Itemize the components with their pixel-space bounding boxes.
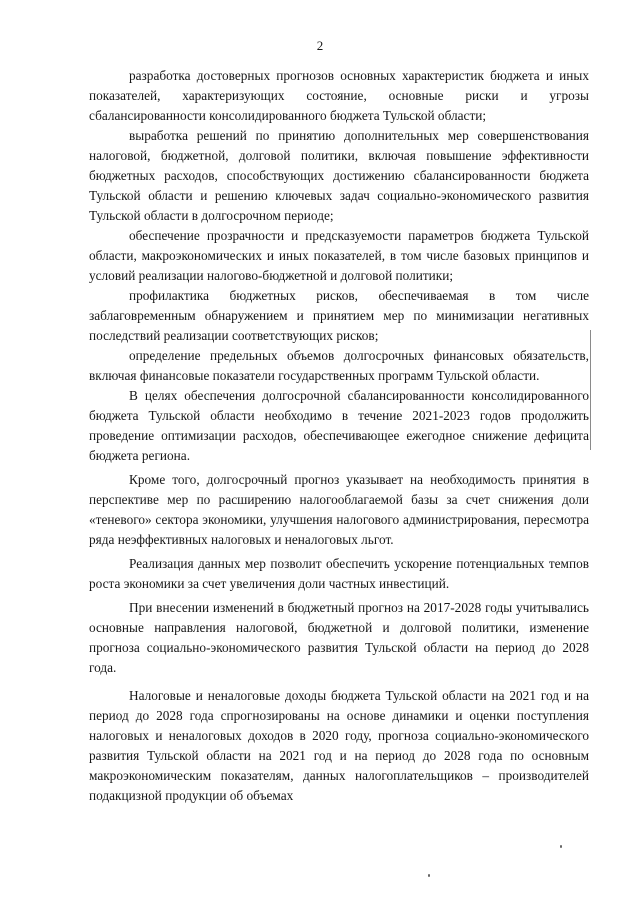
paragraph-obligations-limits: определение предельных объемов долгосрочных финансовых обязательств, включая финансовые показатели государственных программ Тульской области. bbox=[89, 348, 589, 383]
page-number: 2 bbox=[316, 38, 324, 53]
document-body bbox=[89, 66, 589, 806]
paragraph-policy-decisions: выработка решений по принятию дополнительных мер совершенствования налоговой, бюджетной, долговой политики, включая повышение эффективности бюджетных расходов, способствующих достижению сбалансированности бюджета Тульской области и решению ключевых задач социально-экономического развития Тульской области в долгосрочном периоде; bbox=[89, 128, 589, 223]
paragraph-risk-prevention: профилактика бюджетных рисков, обеспечиваемая в том числе заблаговременным обнаружением и принятием мер по минимизации негативных последствий реализации соответствующих рисков; bbox=[89, 288, 589, 343]
scan-speck bbox=[560, 845, 562, 848]
paragraph-growth-acceleration: Реализация данных мер позволит обеспечить ускорение потенциальных темпов роста экономики за счет увеличения доли частных инвестиций. bbox=[89, 556, 589, 591]
paragraph-forecast-development: разработка достоверных прогнозов основных характеристик бюджета и иных показателей, характеризующих состояние, основные риски и угрозы сбалансированности консолидированного бюджета Тульской области; bbox=[89, 68, 589, 123]
scan-speck bbox=[428, 874, 430, 877]
paragraph-balance-goals: В целях обеспечения долгосрочной сбалансированности консолидированного бюджета Тульской области необходимо в течение 2021-2023 годов продолжить проведение оптимизации расходов, обеспечивающее ежегодное снижение дефицита бюджета региона. bbox=[89, 388, 589, 463]
paragraph-transparency: обеспечение прозрачности и предсказуемости параметров бюджета Тульской области, макроэкономических и иных показателей, в том числе базовых принципов и условий реализации налогово-бюджетной и долговой политики; bbox=[89, 228, 589, 283]
paragraph-tax-base: Кроме того, долгосрочный прогноз указывает на необходимость принятия в перспективе мер по расширению налогооблагаемой базы за счет снижения доли «теневого» сектора экономики, улучшения налогового администрирования, пересмотра ряда неэффективных налоговых и неналоговых льгот. bbox=[89, 472, 589, 547]
scan-edge-mark bbox=[590, 330, 591, 450]
paragraph-revenue-forecast: Налоговые и неналоговые доходы бюджета Тульской области на 2021 год и на период до 2028 года спрогнозированы на основе динамики и оценки поступления налоговых и неналоговых доходов в 2020 году, прогноза социально-экономического развития Тульской области на 2021 год и на период до 2028 года по основным макроэкономическим показателям, данных налогоплательщиков – производителей подакцизной продукции об объемах bbox=[89, 688, 589, 803]
paragraph-forecast-changes: При внесении изменений в бюджетный прогноз на 2017-2028 годы учитывались основные направления налоговой, бюджетной и долговой политики, изменение прогноза социально-экономического развития Тульской области на период до 2028 года. bbox=[89, 600, 589, 675]
